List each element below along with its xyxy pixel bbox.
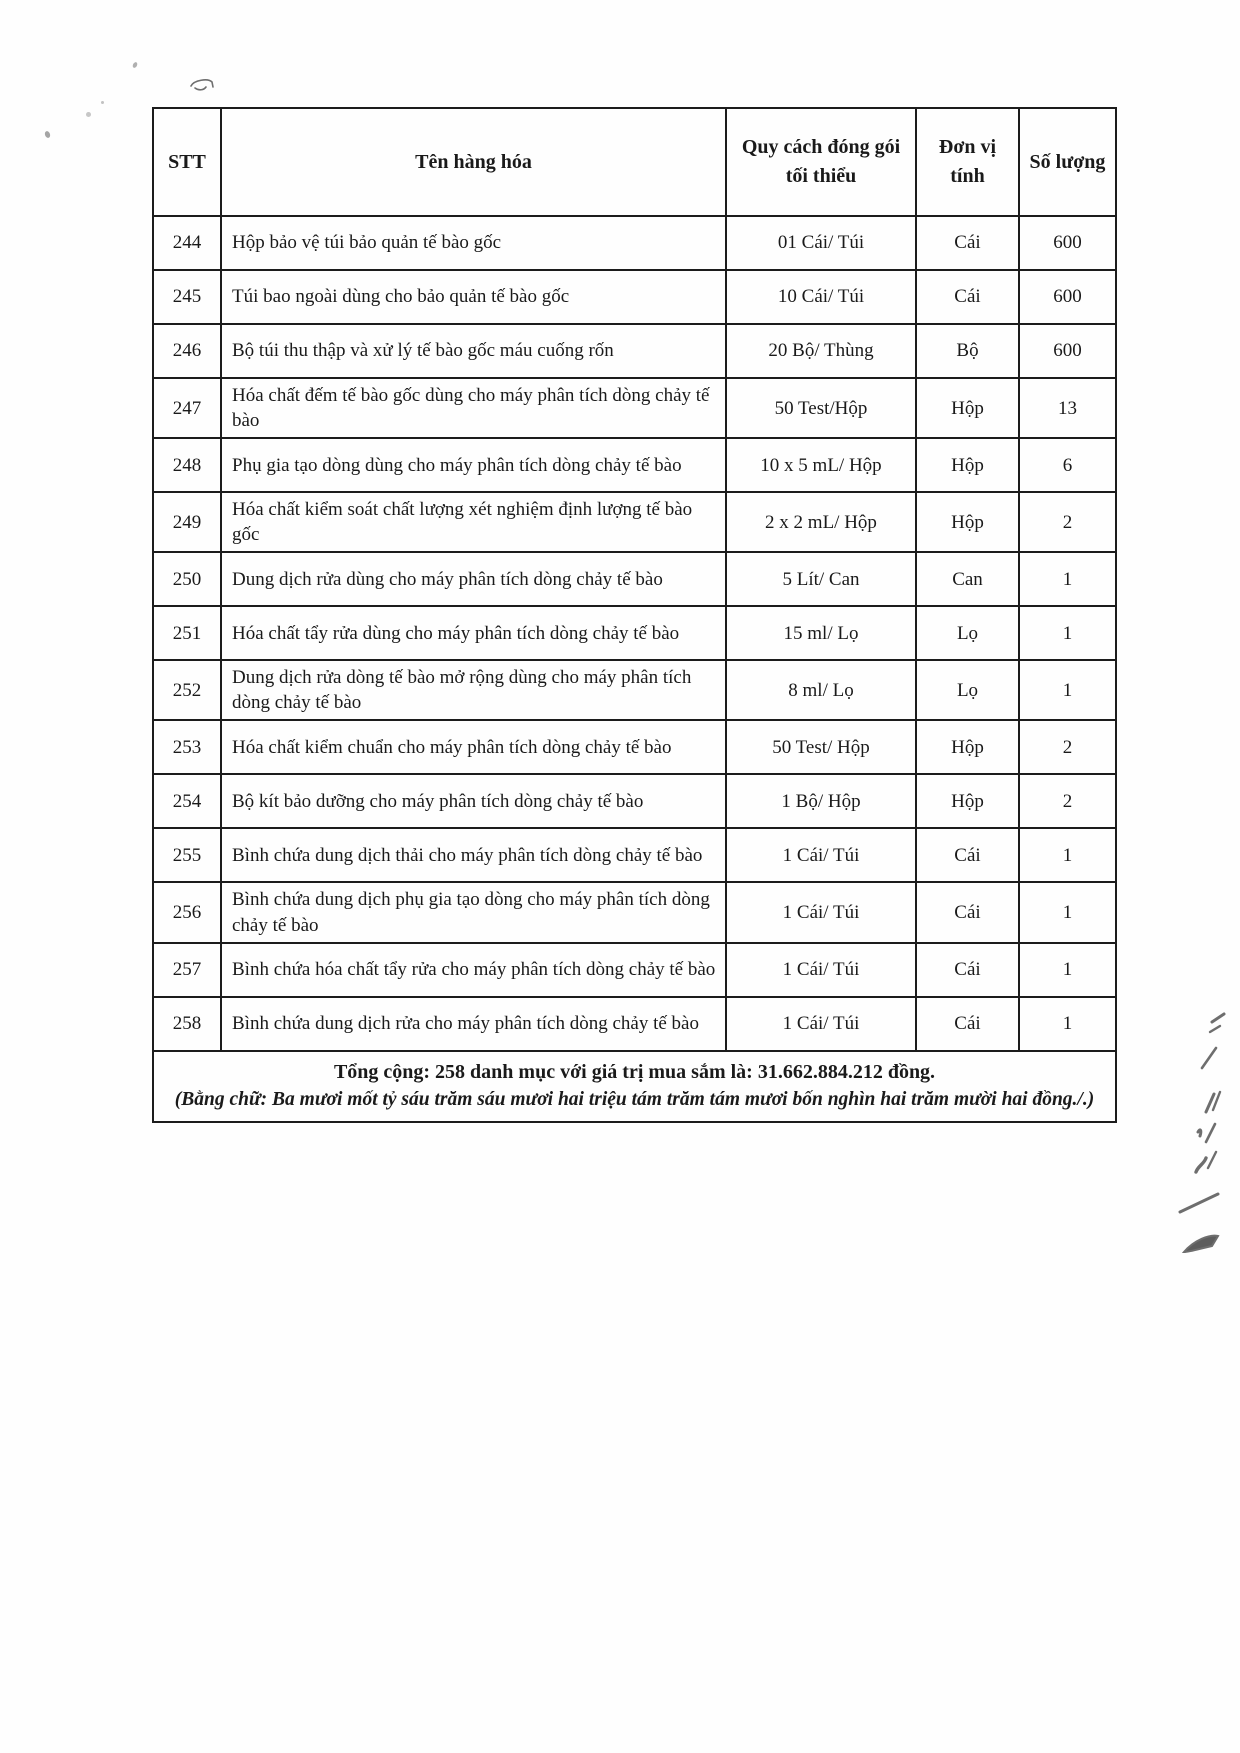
cell-quantity: 1 [1019, 660, 1116, 720]
cell-quantity: 2 [1019, 720, 1116, 774]
cell-unit: Bộ [916, 324, 1019, 378]
cell-packaging: 1 Cái/ Túi [726, 882, 916, 942]
cell-name: Hóa chất kiểm soát chất lượng xét nghiệm định lượng tế bào gốc [221, 492, 726, 552]
cell-stt: 254 [153, 774, 221, 828]
table-header-row [153, 108, 1116, 216]
cell-stt: 256 [153, 882, 221, 942]
procurement-table [152, 107, 1115, 1123]
table-row [153, 882, 1116, 942]
cell-unit: Cái [916, 216, 1019, 270]
scan-speck [132, 61, 138, 68]
cell-unit: Cái [916, 997, 1019, 1051]
cell-quantity: 1 [1019, 882, 1116, 942]
cell-packaging: 15 ml/ Lọ [726, 606, 916, 660]
table-row [153, 943, 1116, 997]
cell-quantity: 2 [1019, 492, 1116, 552]
cell-unit: Can [916, 552, 1019, 606]
table-row [153, 774, 1116, 828]
cell-unit: Cái [916, 828, 1019, 882]
amount-in-words-text: (Bằng chữ: Ba mươi mốt tỷ sáu trăm sáu mươi hai triệu tám trăm tám mươi bốn nghìn hai trăm mười hai đồng./.) [174, 1088, 1095, 1110]
cell-packaging: 50 Test/ Hộp [726, 720, 916, 774]
header-packaging: Quy cách đóng gói tối thiểu [726, 108, 916, 216]
cell-name: Hóa chất đếm tế bào gốc dùng cho máy phân tích dòng chảy tế bào [221, 378, 726, 438]
scan-speck [101, 101, 104, 104]
cell-quantity: 600 [1019, 270, 1116, 324]
table-row [153, 492, 1116, 552]
cell-name: Bình chứa dung dịch rửa cho máy phân tích dòng chảy tế bào [221, 997, 726, 1051]
table-row [153, 828, 1116, 882]
cell-packaging: 1 Cái/ Túi [726, 943, 916, 997]
cell-stt: 253 [153, 720, 221, 774]
cell-quantity: 1 [1019, 997, 1116, 1051]
cell-stt: 251 [153, 606, 221, 660]
scan-scribble [188, 76, 216, 94]
cell-name: Bộ túi thu thập và xử lý tế bào gốc máu cuống rốn [221, 324, 726, 378]
cell-unit: Hộp [916, 378, 1019, 438]
cell-name: Bình chứa dung dịch phụ gia tạo dòng cho máy phân tích dòng chảy tế bào [221, 882, 726, 942]
cell-stt: 258 [153, 997, 221, 1051]
cell-name: Hóa chất tẩy rửa dùng cho máy phân tích dòng chảy tế bào [221, 606, 726, 660]
cell-name: Dung dịch rửa dòng tế bào mở rộng dùng cho máy phân tích dòng chảy tế bào [221, 660, 726, 720]
total-summary-text: Tổng cộng: 258 danh mục với giá trị mua sắm là: 31.662.884.212 đồng. [333, 1060, 936, 1083]
table-row [153, 324, 1116, 378]
cell-stt: 255 [153, 828, 221, 882]
header-stt: STT [153, 108, 221, 216]
cell-name: Phụ gia tạo dòng dùng cho máy phân tích dòng chảy tế bào [221, 438, 726, 492]
header-name: Tên hàng hóa [221, 108, 726, 216]
cell-quantity: 13 [1019, 378, 1116, 438]
cell-unit: Cái [916, 943, 1019, 997]
header-quantity: Số lượng [1019, 108, 1116, 216]
cell-packaging: 10 Cái/ Túi [726, 270, 916, 324]
header-unit: Đơn vị tính [916, 108, 1019, 216]
cell-stt: 248 [153, 438, 221, 492]
cell-packaging: 8 ml/ Lọ [726, 660, 916, 720]
table-row [153, 438, 1116, 492]
cell-packaging: 50 Test/Hộp [726, 378, 916, 438]
table-row [153, 606, 1116, 660]
cell-name: Hộp bảo vệ túi bảo quản tế bào gốc [221, 216, 726, 270]
cell-unit: Lọ [916, 660, 1019, 720]
scan-speck [44, 130, 51, 138]
table-footer-row [153, 1051, 1116, 1122]
cell-name: Bình chứa dung dịch thải cho máy phân tích dòng chảy tế bào [221, 828, 726, 882]
cell-unit: Hộp [916, 774, 1019, 828]
cell-stt: 245 [153, 270, 221, 324]
scan-speck [86, 112, 91, 117]
cell-packaging: 5 Lít/ Can [726, 552, 916, 606]
cell-stt: 247 [153, 378, 221, 438]
cell-quantity: 1 [1019, 943, 1116, 997]
cell-quantity: 1 [1019, 606, 1116, 660]
cell-stt: 250 [153, 552, 221, 606]
cell-packaging: 2 x 2 mL/ Hộp [726, 492, 916, 552]
cell-packaging: 10 x 5 mL/ Hộp [726, 438, 916, 492]
cell-unit: Cái [916, 882, 1019, 942]
cell-name: Túi bao ngoài dùng cho bảo quản tế bào gốc [221, 270, 726, 324]
handwritten-marks [1140, 990, 1240, 1350]
cell-packaging: 1 Bộ/ Hộp [726, 774, 916, 828]
cell-stt: 244 [153, 216, 221, 270]
cell-packaging: 1 Cái/ Túi [726, 997, 916, 1051]
cell-quantity: 600 [1019, 324, 1116, 378]
cell-quantity: 6 [1019, 438, 1116, 492]
cell-quantity: 600 [1019, 216, 1116, 270]
table-row [153, 660, 1116, 720]
cell-name: Bình chứa hóa chất tẩy rửa cho máy phân tích dòng chảy tế bào [221, 943, 726, 997]
cell-packaging: 1 Cái/ Túi [726, 828, 916, 882]
cell-stt: 252 [153, 660, 221, 720]
table-row [153, 378, 1116, 438]
cell-unit: Cái [916, 270, 1019, 324]
cell-quantity: 2 [1019, 774, 1116, 828]
table-row [153, 720, 1116, 774]
cell-quantity: 1 [1019, 828, 1116, 882]
table-row [153, 216, 1116, 270]
cell-packaging: 01 Cái/ Túi [726, 216, 916, 270]
cell-unit: Hộp [916, 438, 1019, 492]
cell-unit: Hộp [916, 492, 1019, 552]
cell-unit: Hộp [916, 720, 1019, 774]
cell-stt: 249 [153, 492, 221, 552]
table-row [153, 270, 1116, 324]
cell-name: Hóa chất kiểm chuẩn cho máy phân tích dòng chảy tế bào [221, 720, 726, 774]
items-body [153, 216, 1116, 1051]
table-row [153, 997, 1116, 1051]
cell-quantity: 1 [1019, 552, 1116, 606]
cell-name: Bộ kít bảo dưỡng cho máy phân tích dòng chảy tế bào [221, 774, 726, 828]
cell-stt: 257 [153, 943, 221, 997]
cell-stt: 246 [153, 324, 221, 378]
table-footer-cell [153, 1051, 1116, 1122]
cell-unit: Lọ [916, 606, 1019, 660]
cell-name: Dung dịch rửa dùng cho máy phân tích dòng chảy tế bào [221, 552, 726, 606]
cell-packaging: 20 Bộ/ Thùng [726, 324, 916, 378]
table-row [153, 552, 1116, 606]
